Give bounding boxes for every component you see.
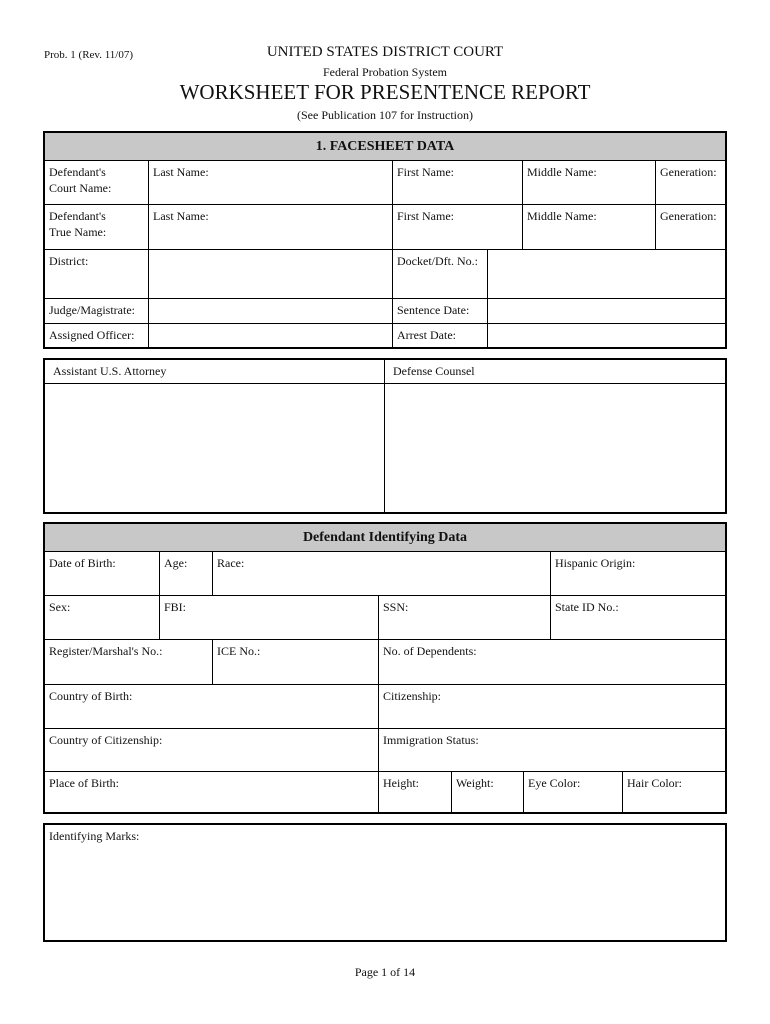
publication-note: (See Publication 107 for Instruction) bbox=[297, 108, 473, 122]
identifying-section bbox=[43, 522, 727, 814]
hair-color-label: Hair Color: bbox=[627, 776, 682, 790]
court-name-label bbox=[45, 161, 149, 205]
court-name-label-text: Defendant's Court Name: bbox=[49, 165, 112, 195]
hispanic-origin-field[interactable] bbox=[551, 552, 725, 596]
true-last-name-field[interactable] bbox=[149, 205, 393, 250]
true-last-name-label: Last Name: bbox=[153, 209, 209, 223]
hispanic-origin-label: Hispanic Origin: bbox=[555, 556, 636, 570]
page-title: WORKSHEET FOR PRESENTENCE REPORT bbox=[179, 80, 591, 104]
sex-field[interactable] bbox=[45, 596, 160, 640]
ssn-label: SSN: bbox=[383, 600, 409, 614]
country-of-citizenship-field[interactable] bbox=[45, 729, 379, 772]
ausa-label-text: Assistant U.S. Attorney bbox=[53, 364, 167, 378]
citizenship-field[interactable] bbox=[379, 685, 725, 729]
sentence-date-label bbox=[393, 299, 488, 324]
height-label: Height: bbox=[383, 776, 419, 790]
docket-field[interactable] bbox=[488, 250, 725, 299]
eye-color-field[interactable] bbox=[524, 772, 623, 812]
country-of-birth-field[interactable] bbox=[45, 685, 379, 729]
state-id-field[interactable] bbox=[551, 596, 725, 640]
country-of-birth-label: Country of Birth: bbox=[49, 689, 133, 703]
facesheet-heading: 1. FACESHEET DATA bbox=[45, 133, 725, 161]
ssn-field[interactable] bbox=[379, 596, 551, 640]
arrest-date-label-text: Arrest Date: bbox=[397, 328, 456, 342]
weight-label: Weight: bbox=[456, 776, 494, 790]
register-number-label: Register/Marshal's No.: bbox=[49, 644, 163, 658]
immigration-status-label: Immigration Status: bbox=[383, 733, 479, 747]
true-name-label-text: Defendant's True Name: bbox=[49, 209, 107, 239]
identifying-heading: Defendant Identifying Data bbox=[45, 524, 725, 552]
place-of-birth-label: Place of Birth: bbox=[49, 776, 119, 790]
true-generation-label: Generation: bbox=[660, 209, 717, 223]
district-label bbox=[45, 250, 149, 299]
ausa-field[interactable] bbox=[45, 384, 385, 512]
page-number: Page 1 of 14 bbox=[354, 965, 416, 979]
form-number: Prob. 1 (Rev. 11/07) bbox=[44, 49, 134, 61]
dob-label: Date of Birth: bbox=[49, 556, 116, 570]
court-first-name-field[interactable] bbox=[393, 161, 523, 205]
docket-label-text: Docket/Dft. No.: bbox=[397, 254, 478, 268]
court-generation-label: Generation: bbox=[660, 165, 717, 179]
fbi-field[interactable] bbox=[160, 596, 379, 640]
attorneys-section bbox=[43, 358, 727, 514]
ice-number-label: ICE No.: bbox=[217, 644, 261, 658]
court-middle-name-field[interactable] bbox=[523, 161, 656, 205]
defense-label bbox=[385, 360, 725, 384]
age-field[interactable] bbox=[160, 552, 213, 596]
sentence-date-field[interactable] bbox=[488, 299, 725, 324]
race-label: Race: bbox=[217, 556, 245, 570]
weight-field[interactable] bbox=[452, 772, 524, 812]
court-last-name-label: Last Name: bbox=[153, 165, 209, 179]
sentence-date-label-text: Sentence Date: bbox=[397, 303, 470, 317]
race-field[interactable] bbox=[213, 552, 551, 596]
true-first-name-field[interactable] bbox=[393, 205, 523, 250]
district-label-text: District: bbox=[49, 254, 89, 268]
court-name: UNITED STATES DISTRICT COURT bbox=[266, 44, 504, 60]
hair-color-field[interactable] bbox=[623, 772, 725, 812]
ice-number-field[interactable] bbox=[213, 640, 379, 685]
place-of-birth-field[interactable] bbox=[45, 772, 379, 812]
district-field[interactable] bbox=[149, 250, 393, 299]
court-generation-field[interactable] bbox=[656, 161, 725, 205]
judge-label bbox=[45, 299, 149, 324]
officer-field[interactable] bbox=[149, 324, 393, 347]
docket-label bbox=[393, 250, 488, 299]
facesheet-section bbox=[43, 131, 727, 349]
judge-label-text: Judge/Magistrate: bbox=[49, 303, 135, 317]
dob-field[interactable] bbox=[45, 552, 160, 596]
register-number-field[interactable] bbox=[45, 640, 213, 685]
state-id-label: State ID No.: bbox=[555, 600, 619, 614]
judge-field[interactable] bbox=[149, 299, 393, 324]
court-middle-name-label: Middle Name: bbox=[527, 165, 597, 179]
ausa-label bbox=[45, 360, 385, 384]
height-field[interactable] bbox=[379, 772, 452, 812]
eye-color-label: Eye Color: bbox=[528, 776, 581, 790]
system-name: Federal Probation System bbox=[323, 65, 447, 79]
court-first-name-label: First Name: bbox=[397, 165, 454, 179]
true-first-name-label: First Name: bbox=[397, 209, 454, 223]
officer-label-text: Assigned Officer: bbox=[49, 328, 135, 342]
fbi-label: FBI: bbox=[164, 600, 187, 614]
sex-label: Sex: bbox=[49, 600, 71, 614]
identifying-marks-field[interactable] bbox=[43, 823, 727, 942]
court-last-name-field[interactable] bbox=[149, 161, 393, 205]
immigration-status-field[interactable] bbox=[379, 729, 725, 772]
officer-label bbox=[45, 324, 149, 347]
dependents-field[interactable] bbox=[379, 640, 725, 685]
identifying-marks-label-cell bbox=[45, 825, 345, 849]
identifying-marks-label: Identifying Marks: bbox=[49, 829, 140, 843]
true-name-label bbox=[45, 205, 149, 250]
citizenship-label: Citizenship: bbox=[383, 689, 441, 703]
true-middle-name-field[interactable] bbox=[523, 205, 656, 250]
age-label: Age: bbox=[164, 556, 188, 570]
true-middle-name-label: Middle Name: bbox=[527, 209, 597, 223]
defense-label-text: Defense Counsel bbox=[393, 364, 475, 378]
true-generation-field[interactable] bbox=[656, 205, 725, 250]
defense-field[interactable] bbox=[385, 384, 725, 512]
dependents-label: No. of Dependents: bbox=[383, 644, 477, 658]
arrest-date-field[interactable] bbox=[488, 324, 725, 347]
country-of-citizenship-label: Country of Citizenship: bbox=[49, 733, 163, 747]
arrest-date-label bbox=[393, 324, 488, 347]
